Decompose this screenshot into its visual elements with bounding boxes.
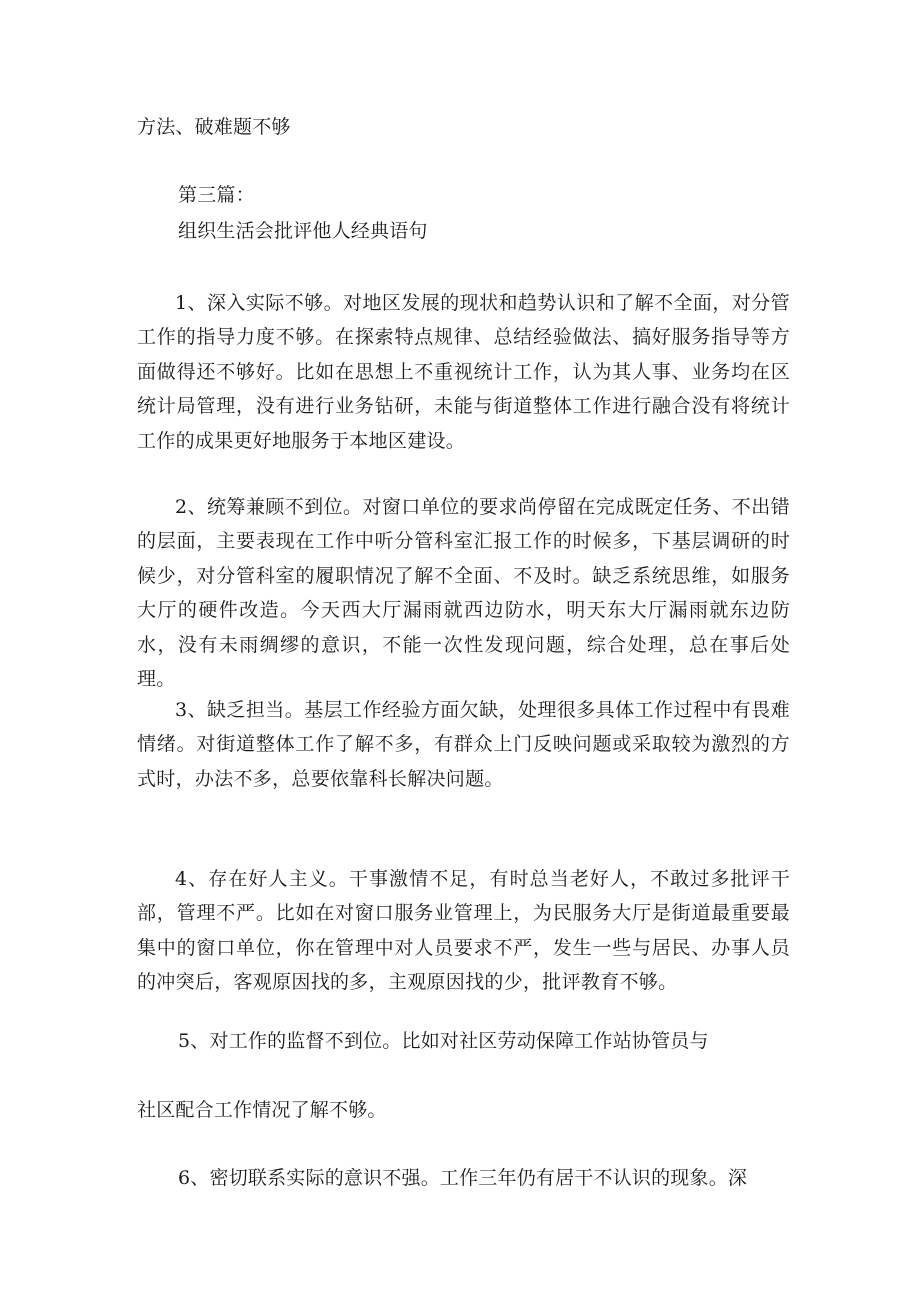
paragraph-item-5-line-1: 5、对工作的监督不到位。比如对社区劳动保障工作站协管员与 [178, 1030, 709, 1052]
paragraph-item-6-line-1: 6、密切联系实际的意识不强。工作三年仍有居干不认识的现象。深 [178, 1167, 748, 1189]
section-title: 组织生活会批评他人经典语句 [178, 220, 428, 242]
lead-fragment: 方法、破难题不够 [137, 116, 291, 138]
paragraph-item-4: 4、存在好人主义。干事激情不足，有时总当老好人，不敢过多批评干部，管理不严。比如在对窗口服务业管理上，为民服务大厅是街道最重要最集中的窗口单位，你在管理中对人员要求不严，发生一些与居民、办事人员的冲突后，客观原因找的多，主观原因找的少，批评教育不够。 [137, 868, 790, 994]
paragraph-item-3: 3、缺乏担当。基层工作经验方面欠缺，处理很多具体工作过程中有畏难情绪。对街道整体工作了解不多，有群众上门反映问题或采取较为激烈的方式时，办法不多，总要依靠科长解决问题。 [137, 699, 790, 790]
section-label: 第三篇： [178, 184, 255, 206]
paragraph-item-1: 1、深入实际不够。对地区发展的现状和趋势认识和了解不全面，对分管工作的指导力度不够。在探索特点规律、总结经验做法、搞好服务指导等方面做得还不够好。比如在思想上不重视统计工作，认为其人事、业务均在区统计局管理，没有进行业务钻研，未能与街道整体工作进行融合没有将统计工作的成果更好地服务于本地区建设。 [137, 292, 790, 452]
paragraph-item-2: 2、统筹兼顾不到位。对窗口单位的要求尚停留在完成既定任务、不出错的层面，主要表现在工作中听分管科室汇报工作的时候多，下基层调研的时候少，对分管科室的履职情况了解不全面、不及时。缺乏系统思维，如服务大厅的硬件改造。今天西大厅漏雨就西边防水，明天东大厅漏雨就东边防水，没有未雨绸缪的意识，不能一次性发现问题，综合处理，总在事后处理。 [137, 496, 790, 691]
paragraph-item-5-line-2: 社区配合工作情况了解不够。 [137, 1099, 387, 1121]
